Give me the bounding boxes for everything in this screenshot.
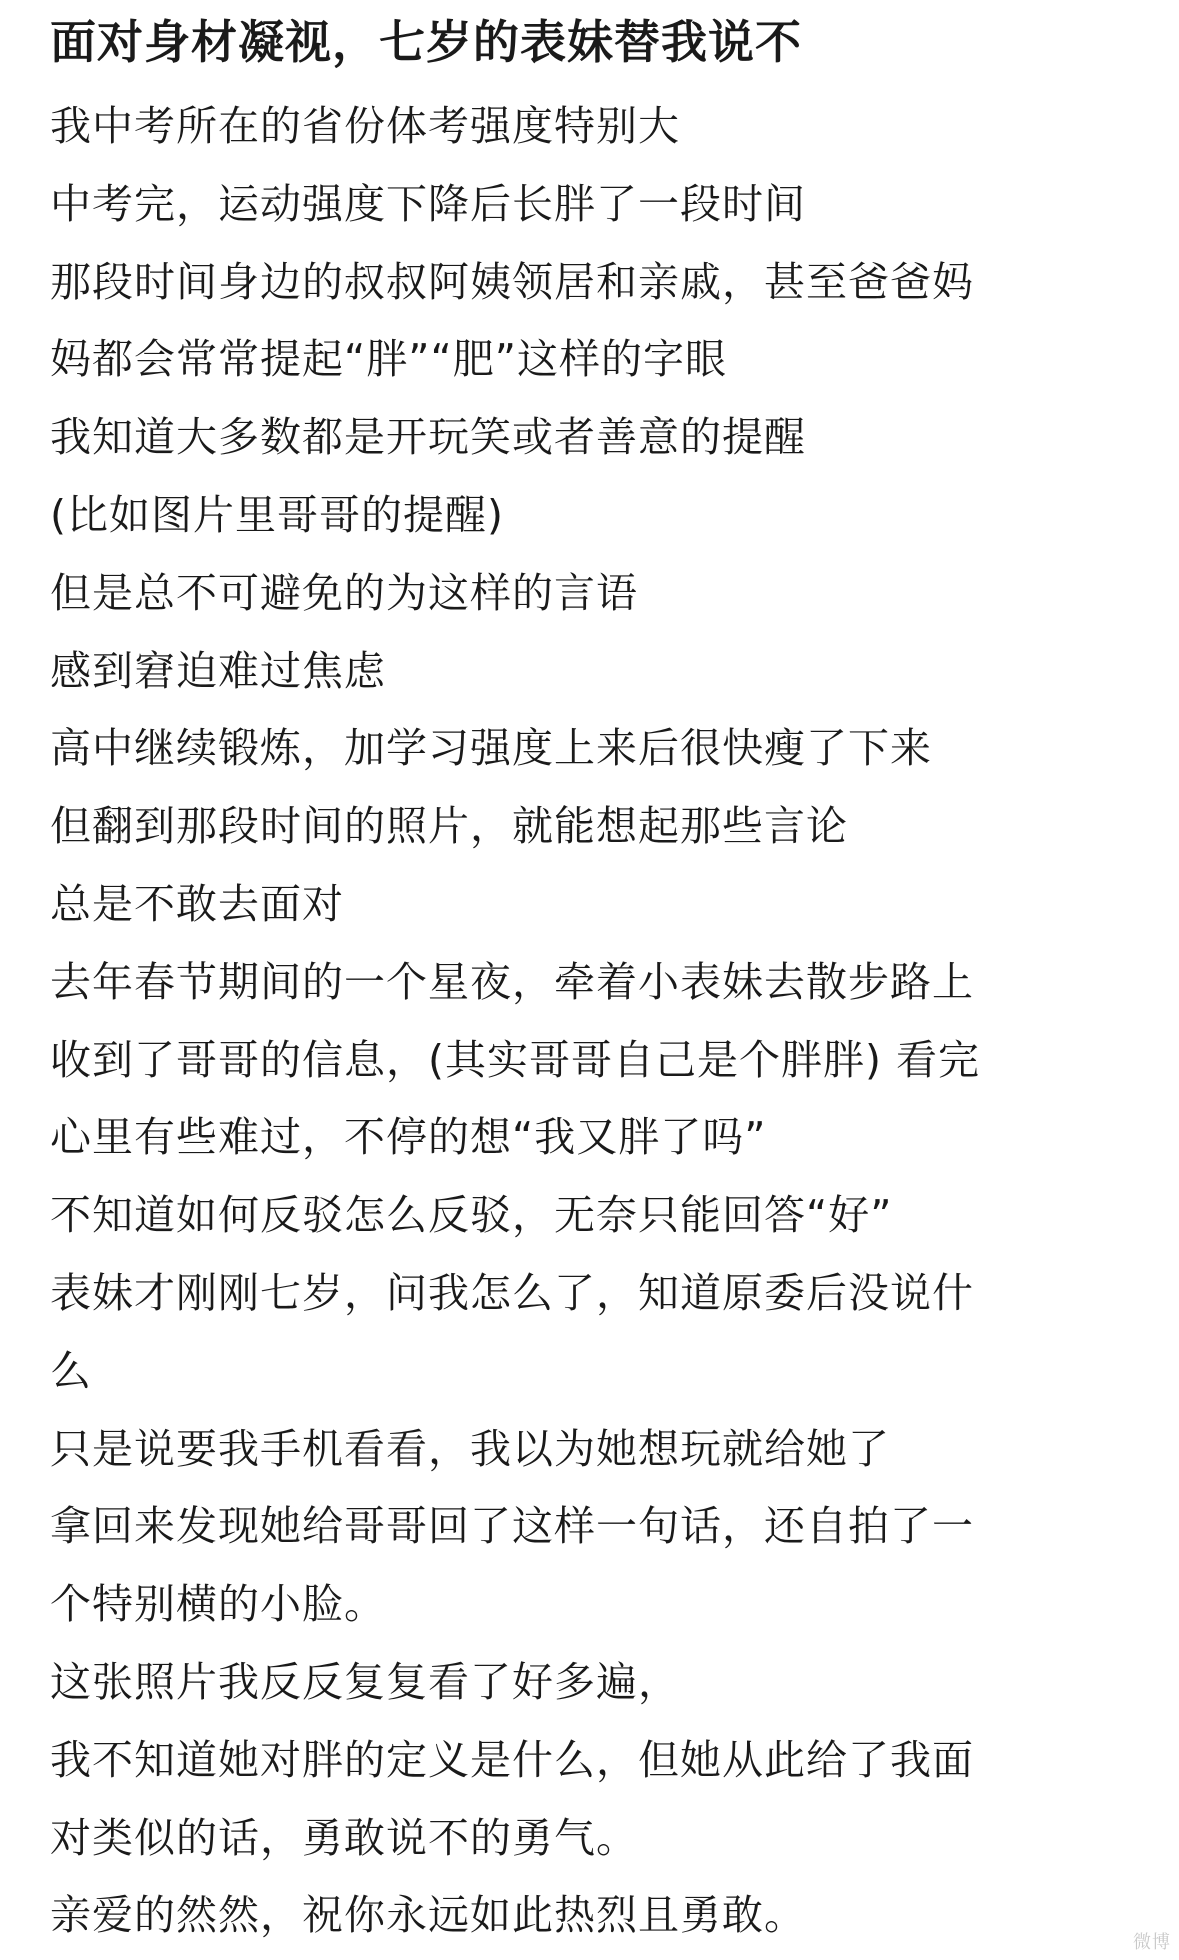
post-body [50,88,1150,1955]
post-line: 个特别横的小脸。 [50,1580,386,1629]
post-line: 只是说要我手机看看，我以为她想玩就给她了 [50,1424,890,1473]
post-line: 亲爱的然然，祝你永远如此热烈且勇敢。 [50,1891,806,1940]
watermark: 微博 [1133,1932,1171,1953]
post-line: 高中继续锻炼，加学习强度上来后很快瘦了下来 [50,724,932,773]
post [50,0,1150,1955]
post-line: 我中考所在的省份体考强度特别大 [50,102,680,150]
post-line: 对类似的话，勇敢说不的勇气。 [50,1813,638,1862]
post-line: 总是不敢去面对 [50,879,344,928]
post-line: 我不知道她对胖的定义是什么，但她从此给了我面 [50,1735,974,1784]
post-line: 感到窘迫难过焦虑 [50,646,386,695]
post-line: 心里有些难过，不停的想“我又胖了吗” [50,1113,767,1162]
post-line: 去年春节期间的一个星夜，牵着小表妹去散步路上 [50,957,974,1006]
post-line: 这张照片我反反复复看了好多遍， [50,1657,680,1706]
post-line: 但翻到那段时间的照片，就能想起那些言论 [50,802,848,851]
post-line: 拿回来发现她给哥哥回了这样一句话，还自拍了一 [50,1502,974,1551]
post-line: 但是总不可避免的为这样的言语 [50,568,638,617]
post-line: 不知道如何反驳怎么反驳，无奈只能回答“好” [50,1191,893,1240]
post-line: 妈都会常常提起“胖”“肥”这样的字眼 [50,335,727,384]
post-line: 那段时间身边的叔叔阿姨领居和亲戚，甚至爸爸妈 [50,257,974,306]
post-line: 么 [50,1346,92,1395]
post-line: 中考完，运动强度下降后长胖了一段时间 [50,179,806,228]
post-line: (比如图片里哥哥的提醒) [50,490,504,539]
post-line: 收到了哥哥的信息，(其实哥哥自己是个胖胖) 看完 [50,1035,981,1084]
post-line: 表妹才刚刚七岁，问我怎么了，知道原委后没说什 [50,1268,974,1317]
post-line: 我知道大多数都是开玩笑或者善意的提醒 [50,413,806,462]
post-title: 面对身材凝视，七岁的表妹替我说不 [50,15,802,69]
